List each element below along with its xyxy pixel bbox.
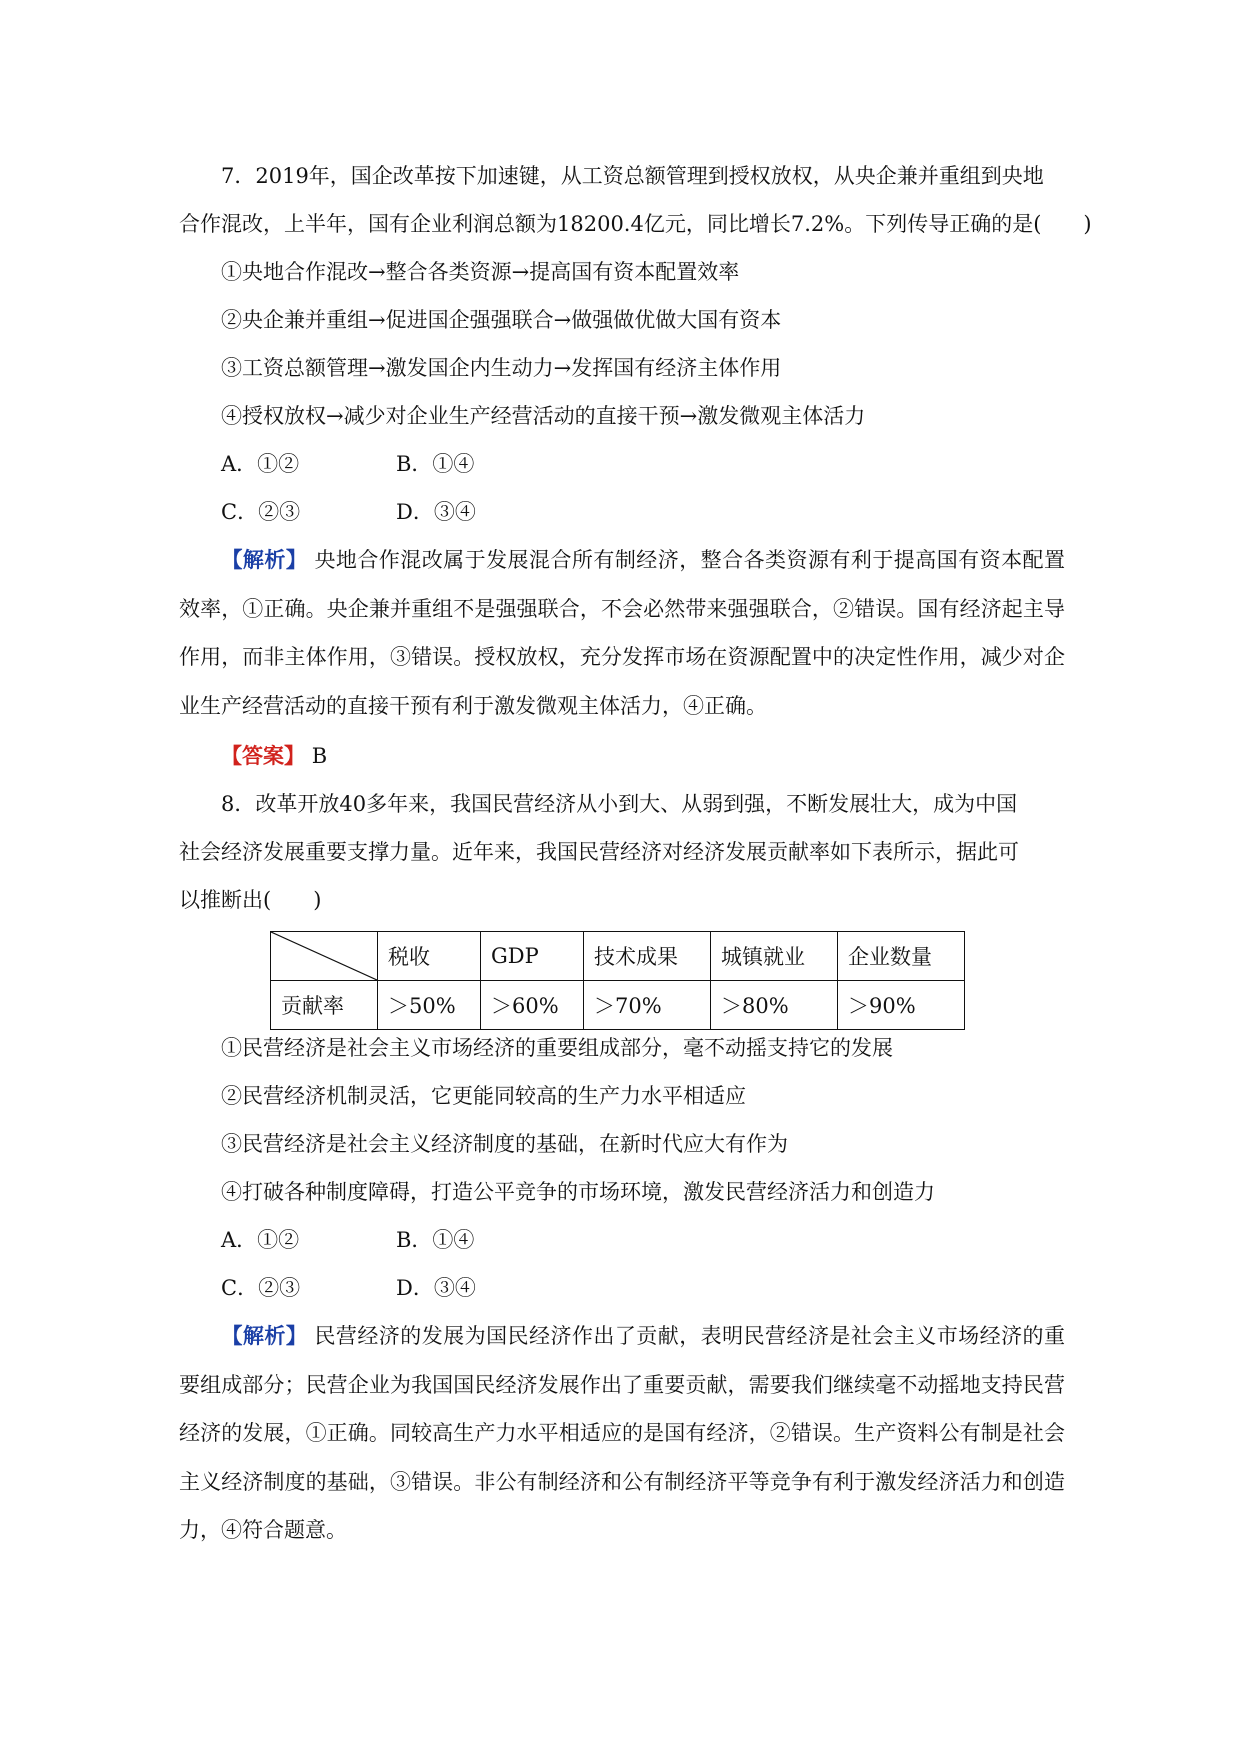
q7-option-2: ②央企兼并重组→促进国企强强联合→做强做优做大国有资本: [221, 308, 782, 332]
contribution-table: [270, 931, 965, 1030]
table-corner-cell: [271, 932, 378, 981]
q8-choice-d: D．③④: [396, 1276, 476, 1300]
q7-choice-a: A．①②: [221, 452, 300, 476]
diagonal-line: [271, 932, 377, 980]
table-cell: ＞90%: [838, 981, 965, 1030]
q8-option-2: ②民营经济机制灵活，它更能同较高的生产力水平相适应: [221, 1084, 746, 1108]
q7-choice-c: C．②③: [221, 500, 301, 524]
q7-analysis-tag: 【解析】: [221, 548, 308, 572]
q8-option-3: ③民营经济是社会主义经济制度的基础，在新时代应大有作为: [221, 1132, 788, 1156]
q8-stem-line2: 社会经济发展重要支撑力量。近年来，我国民营经济对经济发展贡献率如下表所示，据此可: [179, 840, 1019, 864]
table-cell: ＞60%: [481, 981, 584, 1030]
table-cell: ＞80%: [711, 981, 838, 1030]
q8-choices-row2: [221, 1273, 476, 1303]
q7-choices-row1: [221, 449, 475, 479]
q8-choice-b: B．①④: [396, 1228, 475, 1252]
q7-stem-line2: 合作混改，上半年，国有企业利润总额为18200.4亿元，同比增长7.2%。下列传导正确的是( ): [179, 212, 1092, 236]
q8-stem-line1: 8．改革开放40多年来，我国民营经济从小到大、从弱到强，不断发展壮大，成为中国: [221, 792, 1018, 816]
q8-choice-a: A．①②: [221, 1228, 300, 1252]
table-header-cell: GDP: [481, 932, 584, 981]
table-row-label: 贡献率: [271, 981, 378, 1030]
q7-option-3: ③工资总额管理→激发国企内生动力→发挥国有经济主体作用: [221, 356, 782, 380]
table-header-cell: 税收: [378, 932, 481, 981]
q8-option-1: ①民营经济是社会主义市场经济的重要组成部分，毫不动摇支持它的发展: [221, 1036, 893, 1060]
table-header-cell: 技术成果: [584, 932, 711, 981]
q7-stem-line1: 7．2019年，国企改革按下加速键，从工资总额管理到授权放权，从央企兼并重组到央地: [221, 164, 1044, 188]
q7-choice-b: B．①④: [396, 452, 475, 476]
table-header-cell: 城镇就业: [711, 932, 838, 981]
table-row: [271, 981, 965, 1030]
q8-analysis-tag: 【解析】: [221, 1324, 308, 1348]
q8-stem-line3: 以推断出( ): [179, 888, 322, 912]
q8-option-4: ④打破各种制度障碍，打造公平竞争的市场环境，激发民营经济活力和创造力: [221, 1180, 935, 1204]
q8-analysis: [179, 1312, 1065, 1555]
q7-answer-tag: 【答案】: [221, 744, 305, 768]
table-header-row: [271, 932, 965, 981]
q7-option-4: ④授权放权→减少对企业生产经营活动的直接干预→激发微观主体活力: [221, 404, 866, 428]
q7-option-1: ①央地合作混改→整合各类资源→提高国有资本配置效率: [221, 260, 740, 284]
q7-answer: [221, 741, 327, 771]
q7-analysis: [179, 536, 1065, 730]
q7-answer-value: B: [311, 744, 328, 768]
q7-analysis-text: 央地合作混改属于发展混合所有制经济，整合各类资源有利于提高国有资本配置效率，①正确。央企兼并重组不是强强联合，不会必然带来强强联合，②错误。国有经济起主导作用，而非主体作用，③错误。授权放权，充分发挥市场在资源配置中的决定性作用，减少对企业生产经营活动的直接干预有利于激发微观主体活力，④正确。: [179, 548, 1065, 718]
q7-choices-row2: [221, 497, 476, 527]
table-cell: ＞70%: [584, 981, 711, 1030]
table-header-cell: 企业数量: [838, 932, 965, 981]
q8-analysis-text: 民营经济的发展为国民经济作出了贡献，表明民营经济是社会主义市场经济的重要组成部分；民营企业为我国国民经济发展作出了重要贡献，需要我们继续毫不动摇地支持民营经济的发展，①正确。同较高生产力水平相适应的是国有经济，②错误。生产资料公有制是社会主义经济制度的基础，③错误。非公有制经济和公有制经济平等竞争有利于激发经济活力和创造力，④符合题意。: [179, 1324, 1065, 1542]
table-cell: ＞50%: [378, 981, 481, 1030]
q8-choice-c: C．②③: [221, 1276, 301, 1300]
q7-choice-d: D．③④: [396, 500, 476, 524]
q8-choices-row1: [221, 1225, 475, 1255]
